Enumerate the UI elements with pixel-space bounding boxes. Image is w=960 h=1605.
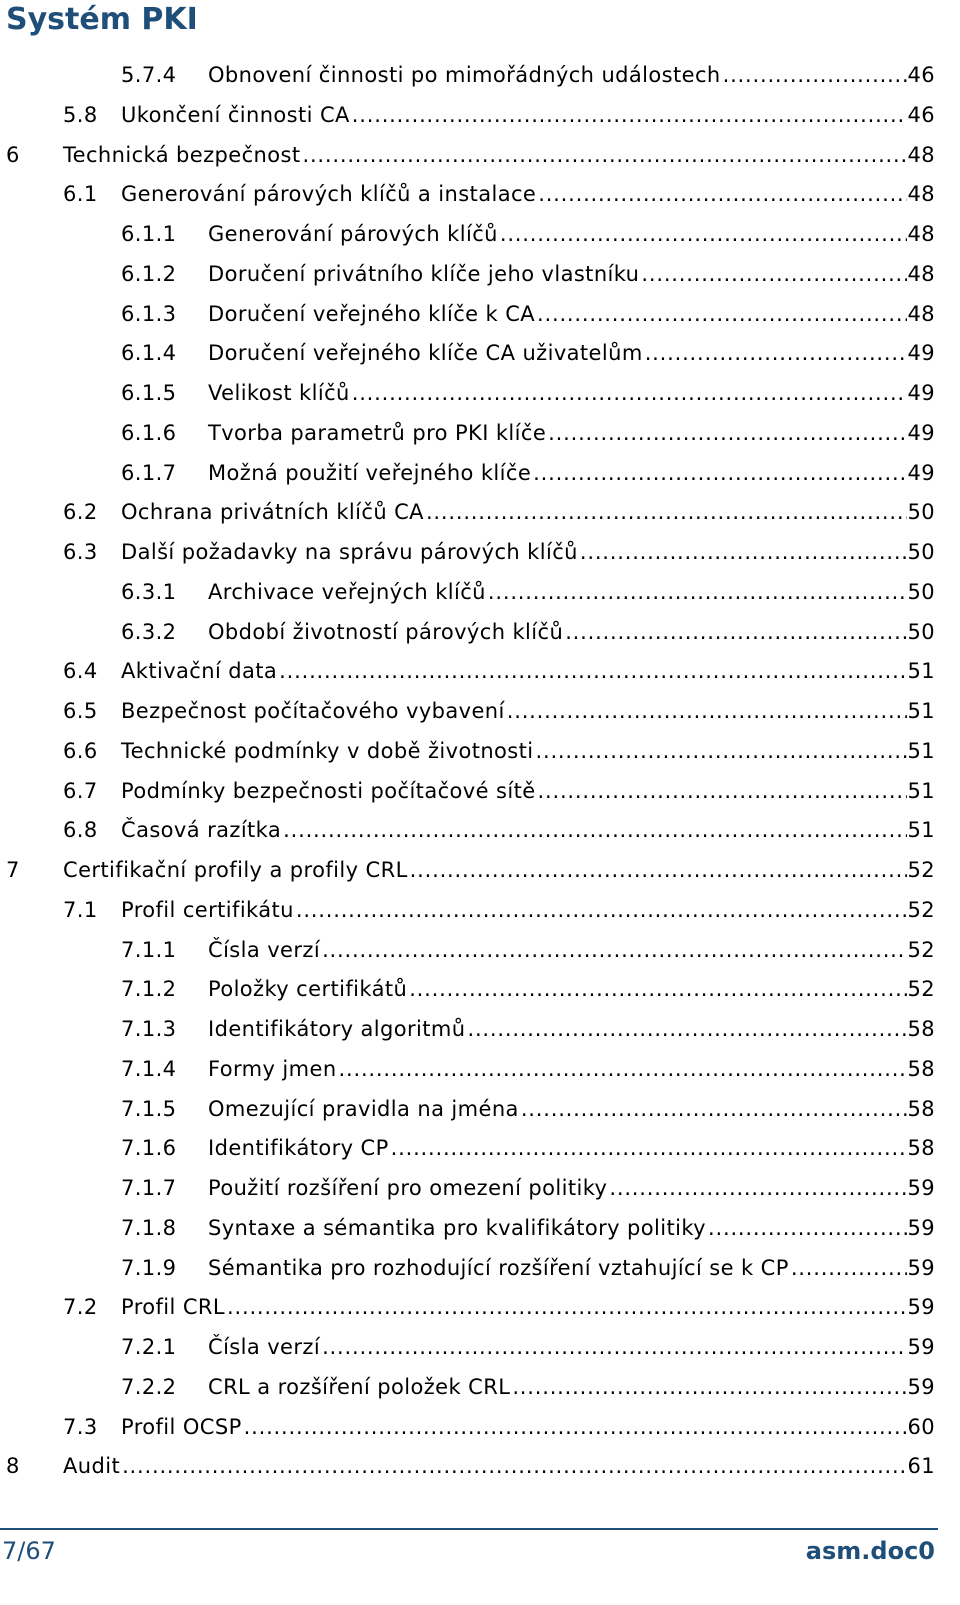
- toc-entry[interactable]: [63, 1287, 935, 1327]
- toc-entry-number: 7.1.2: [121, 977, 177, 1002]
- toc-entry-title: Profil certifikátu: [121, 897, 294, 922]
- toc-entry-page-number: 59: [907, 1335, 935, 1359]
- toc-entry-title: Doručení veřejného klíče k CA: [208, 301, 536, 326]
- toc-dot-leader: [521, 1097, 908, 1121]
- toc-entry[interactable]: [121, 214, 935, 254]
- toc-entry-title: Další požadavky na správu párových klíčů: [121, 540, 578, 564]
- toc-entry-page-number: 48: [907, 222, 935, 246]
- toc-entry-title: Generování párových klíčů: [208, 222, 498, 246]
- toc-dot-leader: [533, 461, 907, 485]
- toc-entry-title: Profil OCSP: [121, 1414, 242, 1439]
- toc-entry-page-number: 48: [907, 301, 935, 326]
- toc-entry[interactable]: [63, 771, 935, 811]
- toc-entry-page-number: 61: [907, 1454, 935, 1479]
- toc-entry-page-number: 52: [907, 858, 935, 882]
- toc-dot-leader: [538, 779, 908, 803]
- toc-dot-leader: [352, 103, 908, 127]
- toc-entry-title: Syntaxe a sémantika pro kvalifikátory politiky: [208, 1215, 707, 1240]
- toc-entry[interactable]: [121, 294, 935, 334]
- toc-entry-number: 7.1.3: [121, 1017, 177, 1041]
- toc-entry-number: 7.2.1: [121, 1335, 177, 1359]
- toc-entry-number: 6.1.3: [121, 301, 177, 326]
- toc-entry[interactable]: [63, 731, 935, 771]
- toc-entry-title: Technické podmínky v době životnosti: [121, 738, 534, 763]
- toc-dot-leader: [565, 620, 907, 644]
- toc-entry[interactable]: [121, 453, 935, 493]
- toc-dot-leader: [302, 143, 907, 167]
- toc-entry-title: Použití rozšíření pro omezení politiky: [208, 1176, 608, 1200]
- toc-entry-page-number: 59: [907, 1215, 935, 1240]
- toc-entry[interactable]: [121, 1128, 935, 1168]
- toc-entry[interactable]: [121, 1248, 935, 1288]
- toc-entry-number: 6.1.1: [121, 222, 177, 246]
- toc-entry[interactable]: [63, 95, 935, 135]
- toc-entry[interactable]: [121, 612, 935, 652]
- toc-entry-number: 7.1.5: [121, 1096, 177, 1121]
- toc-dot-leader: [296, 898, 908, 922]
- toc-entry-page-number: 46: [907, 63, 935, 87]
- toc-entry-number: 6.1.4: [121, 341, 177, 366]
- toc-entry-number: 7.1.4: [121, 1056, 177, 1081]
- toc-dot-leader: [536, 739, 908, 763]
- toc-entry-page-number: 59: [907, 1176, 935, 1200]
- toc-entry[interactable]: [121, 1049, 935, 1089]
- toc-entry-number: 5.8: [63, 102, 98, 127]
- toc-entry-title: CRL a rozšíření položek CRL: [208, 1374, 511, 1399]
- toc-entry-title: Ukončení činnosti CA: [121, 102, 350, 127]
- toc-entry-number: 8: [6, 1454, 20, 1479]
- toc-dot-leader: [708, 1216, 907, 1240]
- toc-entry[interactable]: [121, 930, 935, 970]
- toc-entry-page-number: 58: [907, 1136, 935, 1161]
- toc-entry-number: 7.2.2: [121, 1374, 177, 1399]
- toc-dot-leader: [512, 1375, 907, 1399]
- toc-entry-page-number: 52: [907, 977, 935, 1002]
- toc-entry-number: 6: [6, 142, 20, 167]
- toc-entry[interactable]: [63, 651, 935, 691]
- toc-entry-title: Profil CRL: [121, 1295, 226, 1320]
- toc-entry-page-number: 50: [907, 579, 935, 604]
- toc-entry[interactable]: [121, 254, 935, 294]
- toc-entry-page-number: 48: [907, 142, 935, 167]
- toc-entry[interactable]: [6, 850, 935, 890]
- toc-dot-leader: [548, 421, 907, 445]
- toc-entry[interactable]: [63, 810, 935, 850]
- toc-dot-leader: [538, 182, 907, 206]
- toc-entry-title: Časová razítka: [121, 818, 282, 843]
- toc-entry-number: 7.1.9: [121, 1255, 177, 1280]
- toc-entry-number: 7.3: [63, 1414, 98, 1439]
- toc-entry[interactable]: [121, 1009, 935, 1049]
- toc-entry[interactable]: [6, 1446, 935, 1486]
- toc-entry-number: 6.1.7: [121, 460, 177, 485]
- footer-divider: [0, 1528, 938, 1530]
- toc-entry-title: Formy jmen: [208, 1056, 337, 1081]
- toc-entry-number: 7.1.7: [121, 1176, 177, 1200]
- toc-entry[interactable]: [121, 572, 935, 612]
- toc-dot-leader: [488, 580, 908, 604]
- toc-entry[interactable]: [121, 1089, 935, 1129]
- toc-entry[interactable]: [63, 691, 935, 731]
- toc-entry[interactable]: [121, 373, 935, 413]
- toc-entry-number: 6.8: [63, 818, 98, 843]
- toc-entry-number: 7.1.6: [121, 1136, 177, 1161]
- toc-entry-number: 6.3: [63, 540, 98, 564]
- toc-entry-title: Bezpečnost počítačového vybavení: [121, 699, 505, 723]
- toc-dot-leader: [641, 262, 907, 286]
- toc-entry-page-number: 59: [907, 1255, 935, 1280]
- toc-entry[interactable]: [121, 969, 935, 1009]
- toc-entry-number: 6.1: [63, 182, 98, 207]
- toc-entry-title: Identifikátory CP: [208, 1136, 389, 1161]
- footer-page-indicator: 7/67: [2, 1537, 56, 1565]
- toc-entry-title: Omezující pravidla na jména: [208, 1096, 519, 1121]
- toc-entry-page-number: 51: [907, 699, 935, 723]
- toc-entry-number: 6.1.2: [121, 261, 177, 286]
- toc-dot-leader: [500, 222, 908, 246]
- toc-entry[interactable]: [121, 1327, 935, 1367]
- toc-entry-title: Certifikační profily a profily CRL: [63, 858, 408, 882]
- toc-entry-page-number: 58: [907, 1056, 935, 1081]
- toc-entry-page-number: 59: [907, 1374, 935, 1399]
- toc-entry-page-number: 58: [907, 1017, 935, 1041]
- toc-dot-leader: [122, 1454, 907, 1478]
- toc-entry[interactable]: [121, 55, 935, 95]
- toc-entry-number: 6.7: [63, 778, 98, 803]
- toc-entry-title: Doručení veřejného klíče CA uživatelům: [208, 341, 643, 366]
- toc-entry[interactable]: [121, 1367, 935, 1407]
- footer-document-id: asm.doc0: [805, 1537, 935, 1565]
- toc-entry-page-number: 50: [907, 540, 935, 564]
- toc-entry-page-number: 49: [907, 460, 935, 485]
- toc-entry-title: Položky certifikátů: [208, 977, 408, 1002]
- toc-entry-number: 6.6: [63, 738, 98, 763]
- toc-dot-leader: [322, 1335, 907, 1359]
- toc-entry-number: 6.5: [63, 699, 98, 723]
- toc-entry-number: 7.2: [63, 1295, 98, 1320]
- toc-entry-page-number: 51: [907, 818, 935, 843]
- toc-entry-title: Generování párových klíčů a instalace: [121, 182, 537, 207]
- toc-dot-leader: [283, 818, 907, 842]
- toc-entry-page-number: 48: [907, 261, 935, 286]
- toc-entry[interactable]: [6, 135, 935, 175]
- toc-dot-leader: [537, 302, 907, 326]
- toc-entry[interactable]: [63, 890, 935, 930]
- toc-dot-leader: [609, 1176, 907, 1200]
- toc-entry-title: Velikost klíčů: [208, 381, 350, 405]
- toc-entry-number: 6.1.6: [121, 420, 177, 445]
- toc-entry-title: Obnovení činnosti po mimořádných událostech: [208, 63, 721, 87]
- toc-dot-leader: [409, 977, 907, 1001]
- toc-dot-leader: [279, 659, 907, 683]
- toc-dot-leader: [467, 1017, 907, 1041]
- toc-entry-number: 6.4: [63, 659, 98, 684]
- toc-entry-number: 6.2: [63, 500, 98, 525]
- toc-entry-title: Tvorba parametrů pro PKI klíče: [208, 420, 547, 445]
- toc-entry-title: Identifikátory algoritmů: [208, 1017, 466, 1041]
- toc-entry[interactable]: [121, 1168, 935, 1208]
- toc-entry-title: Doručení privátního klíče jeho vlastníku: [208, 261, 640, 286]
- toc-entry[interactable]: [63, 532, 935, 572]
- toc-entry-page-number: 52: [907, 897, 935, 922]
- toc-entry-title: Podmínky bezpečnosti počítačové sítě: [121, 778, 536, 803]
- toc-entry-page-number: 51: [907, 659, 935, 684]
- toc-entry-title: Audit: [63, 1454, 121, 1479]
- toc-entry-number: 5.7.4: [121, 63, 177, 87]
- toc-entry-page-number: 59: [907, 1295, 935, 1320]
- toc-entry[interactable]: [63, 174, 935, 214]
- toc-entry-page-number: 48: [907, 182, 935, 207]
- toc-dot-leader: [244, 1415, 908, 1439]
- toc-entry-title: Archivace veřejných klíčů: [208, 579, 486, 604]
- toc-entry[interactable]: [63, 492, 935, 532]
- toc-entry-page-number: 58: [907, 1096, 935, 1121]
- toc-entry-title: Čísla verzí: [208, 1335, 321, 1359]
- toc-entry-page-number: 50: [907, 619, 935, 644]
- toc-entry-number: 6.3.1: [121, 579, 177, 604]
- toc-entry-page-number: 50: [907, 500, 935, 525]
- toc-entry[interactable]: [121, 413, 935, 453]
- toc-dot-leader: [791, 1256, 908, 1280]
- toc-entry-number: 7: [6, 858, 20, 882]
- toc-dot-leader: [322, 938, 907, 962]
- toc-entry-number: 7.1.1: [121, 937, 177, 962]
- toc-dot-leader: [391, 1136, 908, 1160]
- toc-entry[interactable]: [121, 1208, 935, 1248]
- toc-dot-leader: [580, 540, 908, 564]
- toc-entry-number: 6.1.5: [121, 381, 177, 405]
- toc-entry-title: Aktivační data: [121, 659, 278, 684]
- toc-entry-number: 7.1: [63, 897, 98, 922]
- toc-entry-page-number: 60: [907, 1414, 935, 1439]
- toc-entry-page-number: 49: [907, 381, 935, 405]
- toc-entry-page-number: 52: [907, 937, 935, 962]
- toc-dot-leader: [507, 699, 908, 723]
- document-header-title: Systém PKI: [6, 2, 198, 37]
- toc-entry-page-number: 46: [907, 102, 935, 127]
- toc-entry-title: Sémantika pro rozhodující rozšíření vztahující se k CP: [208, 1255, 789, 1280]
- toc-dot-leader: [339, 1057, 908, 1081]
- toc-entry-page-number: 51: [907, 778, 935, 803]
- toc-entry[interactable]: [121, 333, 935, 373]
- toc-entry-number: 6.3.2: [121, 619, 177, 644]
- toc-dot-leader: [645, 341, 908, 365]
- toc-dot-leader: [352, 381, 908, 405]
- toc-entry-page-number: 49: [907, 341, 935, 366]
- toc-entry-title: Ochrana privátních klíčů CA: [121, 500, 424, 525]
- toc-entry-title: Čísla verzí: [208, 937, 321, 962]
- toc-entry-number: 7.1.8: [121, 1215, 177, 1240]
- toc-dot-leader: [410, 858, 908, 882]
- toc-dot-leader: [426, 500, 908, 524]
- toc-dot-leader: [227, 1295, 907, 1319]
- toc-entry-title: Technická bezpečnost: [63, 142, 301, 167]
- toc-entry-title: Období životností párových klíčů: [208, 619, 564, 644]
- toc-entry-title: Možná použití veřejného klíče: [208, 460, 532, 485]
- toc-entry-page-number: 49: [907, 420, 935, 445]
- toc-dot-leader: [723, 63, 908, 87]
- toc-entry-page-number: 51: [907, 738, 935, 763]
- toc-entry[interactable]: [63, 1407, 935, 1447]
